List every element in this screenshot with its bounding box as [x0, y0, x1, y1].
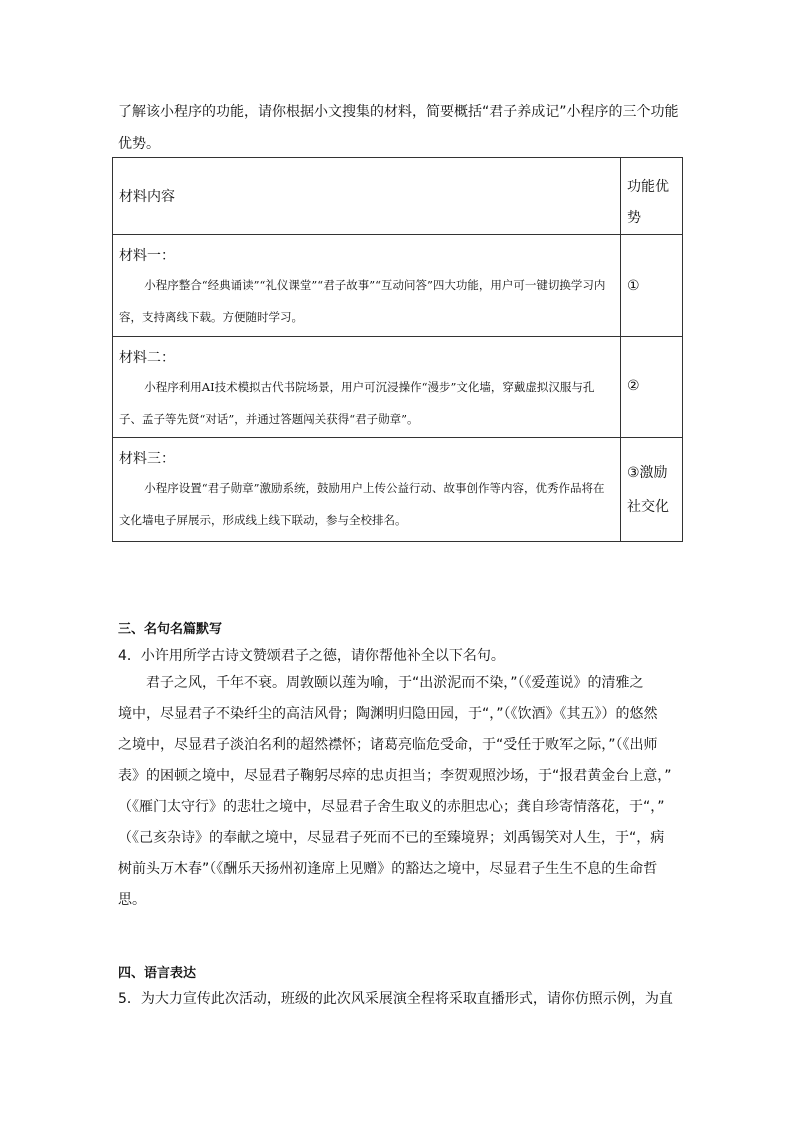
passage-line: 树前头万木春”（《酬乐天扬州初逢席上见赠》的豁达之境中，尽显君子生生不息的生命哲 — [118, 861, 658, 877]
header-content-cell — [113, 158, 621, 235]
advantage-cell — [621, 235, 683, 337]
section-heading: 三、名句名篇默写 — [118, 622, 223, 637]
material-title: 材料一： — [119, 248, 175, 264]
advantage-answer: ① — [627, 278, 640, 294]
material-body: 小程序整合“经典诵读”“礼仪课堂”“君子故事”“互动问答”四大功能，用户可一键切换学习内容，支持离线下载。方便随时学习。 — [119, 278, 606, 324]
table-row — [113, 438, 683, 542]
passage-line: （《己亥杂诗》的奉献之境中，尽显君子死而不已的至臻境界；刘禹锡笑对人生，于“，病 — [118, 830, 665, 846]
material-body: 小程序设置“君子勋章”激励系统，鼓励用户上传公益行动、故事创作等内容，优秀作品将在文化墙电子屏展示，形成线上线下联动，参与全校排名。 — [119, 481, 605, 527]
advantage-cell — [621, 337, 683, 438]
advantage-answer: ③激励 — [627, 465, 668, 481]
table-row — [113, 337, 683, 438]
header-advantage-cell — [621, 158, 683, 235]
material-body: 小程序利用AI技术模拟古代书院场景，用户可沉浸操作“漫步”文化墙，穿戴虚拟汉服与孔子、孟子等先贤“对话”，并通过答题闯关获得“君子勋章”。 — [119, 380, 595, 426]
question-4: 4．小许用所学古诗文赞颂君子之德，请你帮他补全以下名句。 — [118, 648, 505, 664]
material-title: 材料二： — [119, 350, 175, 366]
header-advantage-label-1: 功能优 — [627, 179, 669, 195]
advantage-cell — [621, 438, 683, 542]
passage-line: 思。 — [118, 892, 146, 908]
passage-line: 君子之风，千年不衰。周敦颐以莲为喻，于“出淤泥而不染，”（《爱莲说》的清雅之 — [146, 675, 644, 691]
passage-line: 境中，尽显君子不染纤尘的高洁风骨；陶渊明归隐田园，于“，”（《饮酒》《其五》）的悠然 — [118, 706, 658, 722]
material-cell — [113, 235, 621, 337]
passage-line: 表》的困顿之境中，尽显君子鞠躬尽瘁的忠贞担当；李贺观照沙场，于“报君黄金台上意，” — [118, 768, 672, 784]
advantage-answer: ② — [627, 378, 640, 394]
intro-line-2: 优势。 — [118, 136, 160, 152]
intro-line-1: 了解该小程序的功能，请你根据小文搜集的材料，简要概括“君子养成记”小程序的三个功能 — [118, 104, 679, 120]
advantage-answer-line-2: 社交化 — [627, 499, 669, 515]
table-row — [113, 235, 683, 337]
section-heading: 四、语言表达 — [118, 966, 197, 981]
materials-table — [112, 157, 683, 542]
material-cell — [113, 438, 621, 542]
passage-line: 之境中，尽显君子淡泊名利的超然襟怀；诸葛亮临危受命，于“受任于败军之际，”（《出师 — [118, 737, 658, 753]
table-header-row — [113, 158, 683, 235]
header-advantage-label-2: 势 — [627, 210, 641, 226]
material-title: 材料三： — [119, 451, 175, 467]
fill-in-passage — [118, 668, 688, 916]
header-content-label: 材料内容 — [119, 189, 175, 205]
material-cell — [113, 337, 621, 438]
passage-line: （《雁门太守行》的悲壮之境中，尽显君子舍生取义的赤胆忠心；龚自珍寄情落花，于“，” — [118, 799, 665, 815]
question-5: 5．为大力宣传此次活动，班级的此次风采展演全程将采取直播形式，请你仿照示例，为直 — [118, 991, 673, 1007]
